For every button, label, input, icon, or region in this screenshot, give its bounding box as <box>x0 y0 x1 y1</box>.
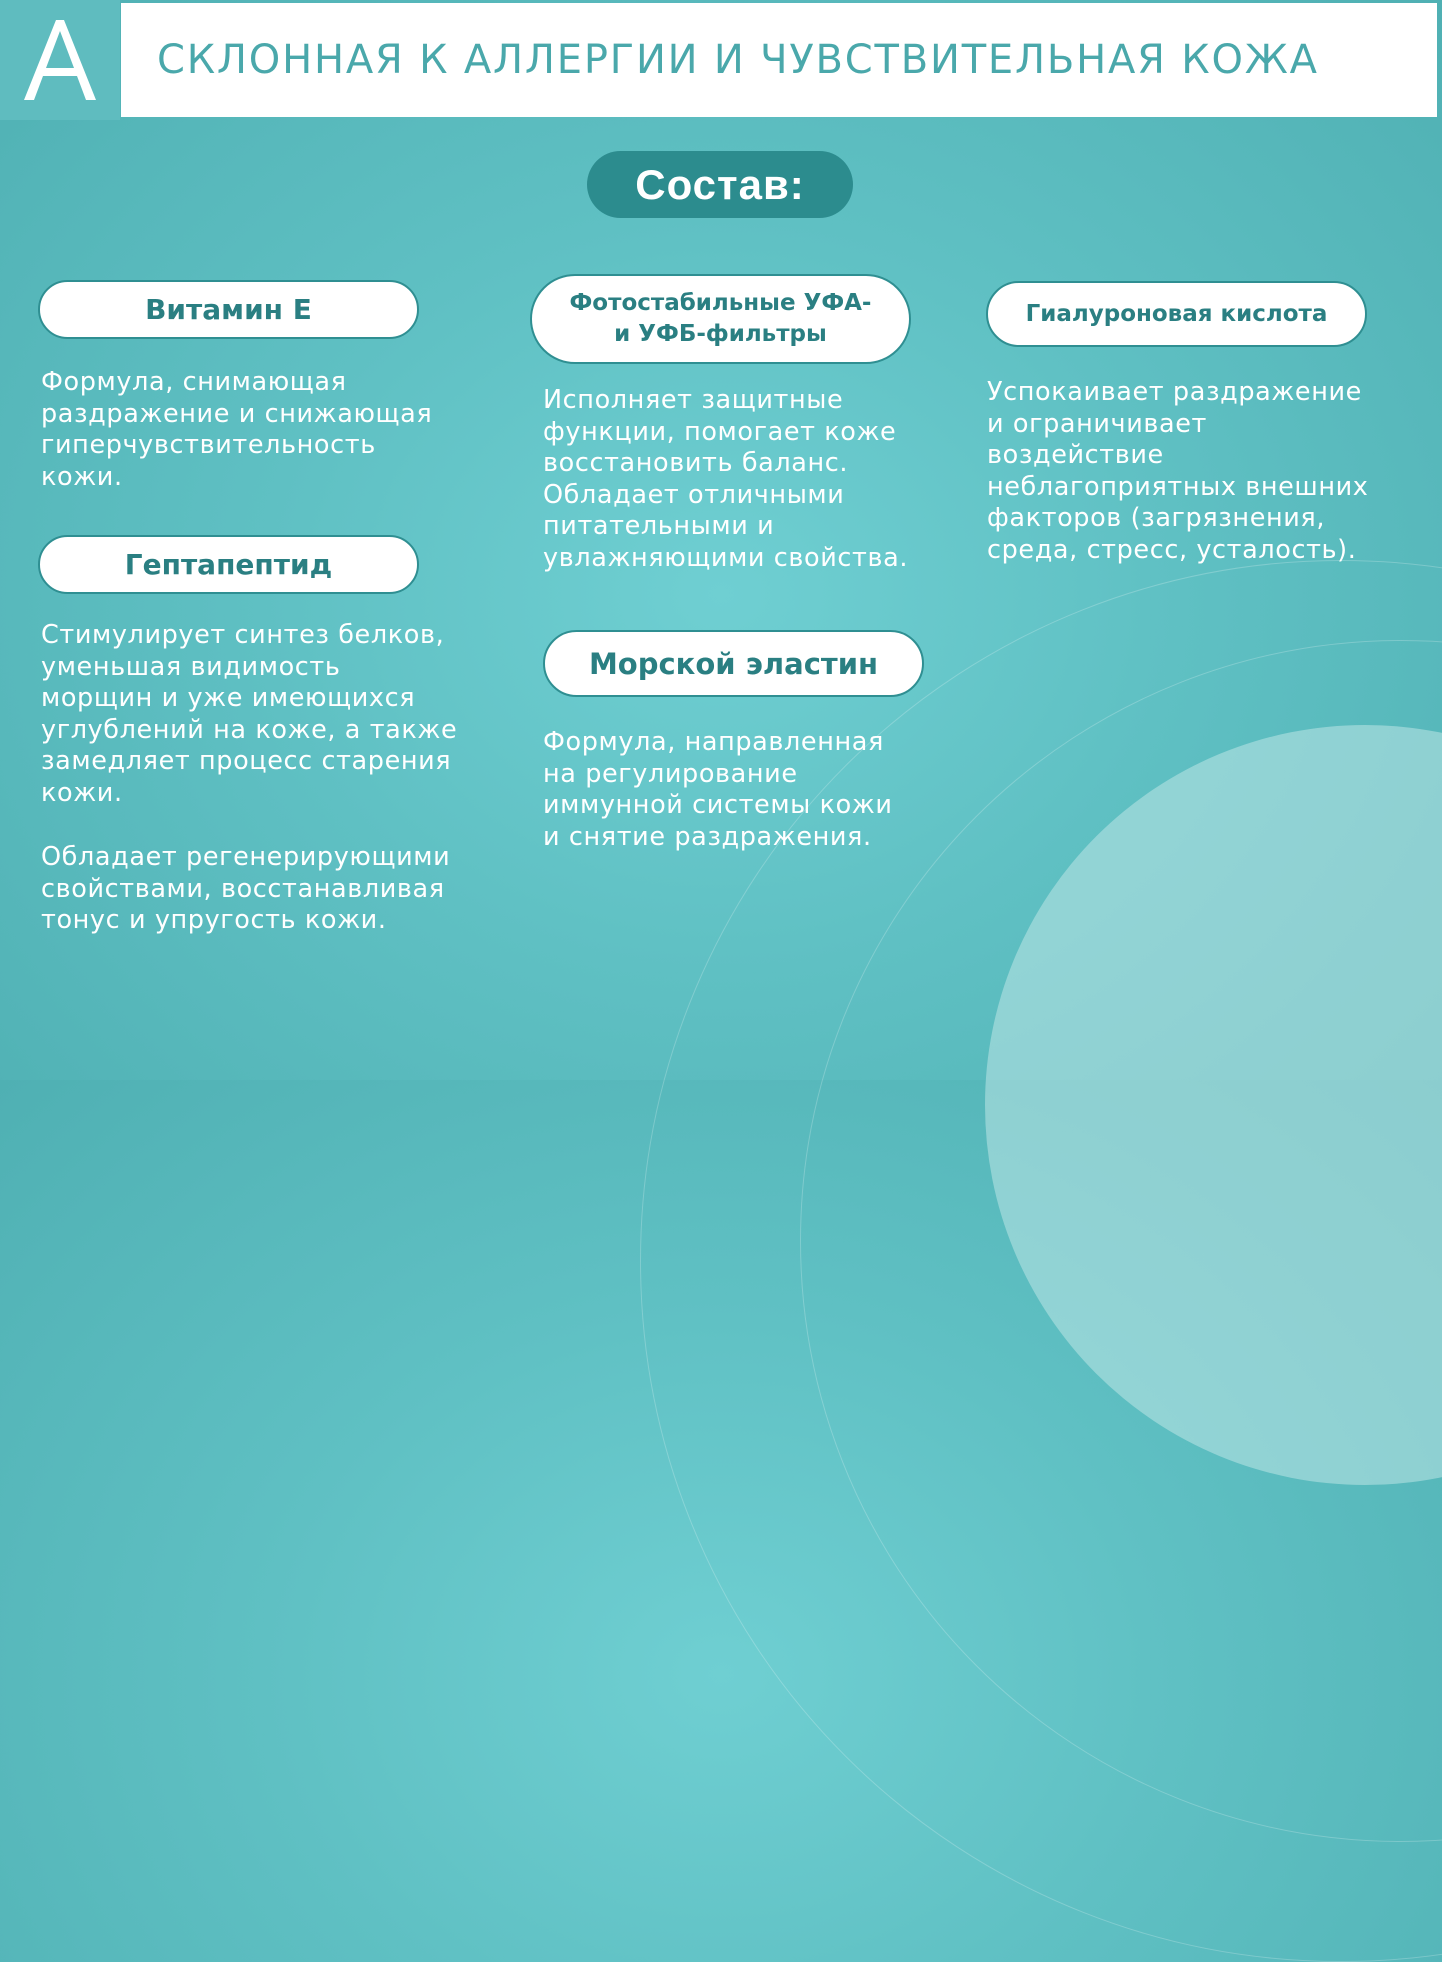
description-line: и снятие раздражения. <box>543 821 872 852</box>
ingredient-description <box>543 727 893 853</box>
description-line: Обладает регенерирующими <box>41 842 451 872</box>
description-line: Обладает отличными <box>543 479 845 510</box>
ingredient-description <box>987 377 1369 566</box>
description-line: раздражение и снижающая <box>41 398 433 429</box>
description-line: иммунной системы кожи <box>543 790 893 820</box>
letter-a-logo-icon <box>20 18 100 102</box>
page-title: СКЛОННАЯ К АЛЛЕРГИИ И ЧУВСТВИТЕЛЬНАЯ КОЖА <box>157 37 1319 83</box>
section-label <box>587 151 853 218</box>
description-line: тонус и упругость кожи. <box>41 905 387 935</box>
description-line: замедляет процесс старения <box>41 746 452 776</box>
description-line: функции, помогает коже <box>543 416 897 447</box>
description-line: Успокаивает раздражение <box>987 377 1362 407</box>
description-line: среда, стресс, усталость). <box>987 534 1357 565</box>
description-line: на регулирование <box>543 758 798 789</box>
description-line: Исполняет защитные <box>543 385 844 415</box>
ingredient-name <box>570 288 872 350</box>
description-line: уменьшая видимость <box>41 651 341 682</box>
ingredient-pill-vitamin-e <box>38 280 419 339</box>
ingredient-name: Гептапептид <box>124 548 333 581</box>
description-line: углублений на коже, а также <box>41 714 458 745</box>
description-line: питательными и <box>543 511 775 541</box>
ingredient-description-extra <box>41 842 450 937</box>
ingredient-name-line: и УФБ-фильтры <box>614 321 827 347</box>
description-line: факторов (загрязнения, <box>987 503 1326 533</box>
ingredient-pill-heptapeptide <box>38 535 419 594</box>
description-line: кожи. <box>41 461 123 492</box>
description-line: Формула, снимающая <box>41 367 347 397</box>
ingredient-description <box>41 367 432 493</box>
description-line: кожи. <box>41 777 123 808</box>
ingredient-name: Морской эластин <box>588 646 879 681</box>
ingredient-name-line: Фотостабильные УФА- <box>569 290 872 316</box>
description-line: неблагоприятных внешних <box>987 471 1369 502</box>
ingredient-pill-marine-elastin <box>543 630 924 697</box>
description-line: свойствами, восстанавливая <box>41 873 445 904</box>
description-line: морщин и уже имеющихся <box>41 683 416 713</box>
ingredient-description <box>543 385 908 574</box>
ingredient-pill-hyaluronic-acid <box>986 281 1367 347</box>
ingredient-description <box>41 620 457 809</box>
logo <box>0 0 120 120</box>
description-line: Стимулирует синтез белков, <box>41 620 445 650</box>
ingredient-name: Витамин Е <box>145 293 312 326</box>
title-banner <box>121 3 1437 117</box>
description-line: Формула, направленная <box>543 727 884 757</box>
header <box>0 0 1442 120</box>
ingredient-name: Гиалуроновая кислота <box>1025 301 1328 327</box>
description-line: увлажняющими свойства. <box>543 542 909 573</box>
description-line: гиперчувствительность <box>41 430 376 460</box>
description-line: и ограничивает <box>987 408 1207 439</box>
description-line: восстановить баланс. <box>543 448 849 478</box>
description-line: воздействие <box>987 440 1164 470</box>
ingredient-pill-uv-filters <box>530 274 911 364</box>
section-label-text: Состав: <box>635 160 805 208</box>
